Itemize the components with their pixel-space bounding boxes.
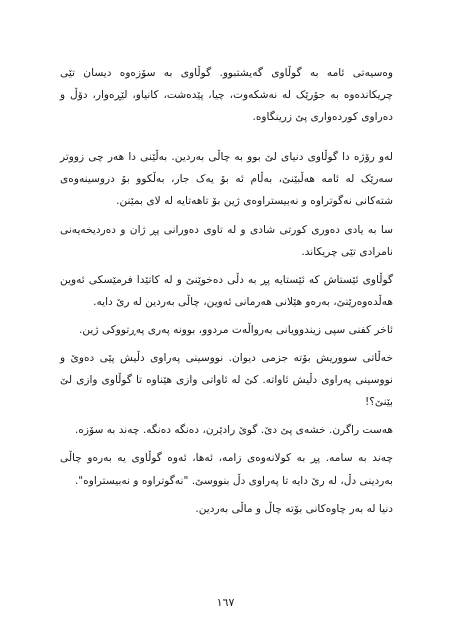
paragraph-4: گوڵاوی ئێستاش کە ئێستایە پڕ بە دڵی دەخوێنێ و لە کاتێدا فرمێسکی ئەوین هەڵدەوەرێنێ، بەرەو هێلانی هەرمانی ئەوین، چاڵی بەردین لە رێ دایە.: [60, 273, 393, 308]
paragraph-8: چەند بە سامە. پڕ بە کولانەوەی زامە، ئەها، ئەوە گوڵاوی یە بەرەو چاڵی بەردینی دڵ، لە رێ دایە تا پەراوی دڵ بنووسێ. "نەگوتراوە و نەبیستراوە".: [60, 452, 393, 487]
paragraph-2: لەو رۆژە دا گوڵاوی دنیای لێ بوو بە چاڵی بەردین. بەڵێنی دا هەر چی زووتر سەرێک لە ئامە هەڵبێنێ، بەڵام ئە بۆ یەک جار، بەڵکوو بۆ دروسینەوەی شتەکانی نەگوتراوە و نەبیستراوەی ژین بۆ تاهەتایە لە لای بمێنن.: [60, 151, 393, 208]
paragraph-7: هەست راگرن. خشەی پێ دێ. گوێ رادێرن، دەنگە دەنگە. چەند بە سۆزە.: [75, 424, 393, 437]
paragraph-3: سا بە یادی دەوری کورتی شادی و لە تاوی دەورانی پڕ ژان و دەردیخەیەنی نامرادی تێی چریکاند.: [60, 223, 393, 258]
paragraph-9: دنیا لە بەر چاوەکانی بۆتە چاڵ و ماڵی بەردین.: [195, 502, 393, 515]
page-number: ١٦٧: [216, 596, 235, 609]
paragraph-6: خەڵاتی سووریش بۆتە جزمی دیوان. نووسینی پەراوی دڵیش پێی دەوێ و نووسینی پەراوی دڵیش ئاواتە. کێ لە ئاواتی وازی هێناوە تا گوڵاوی وازی لێ بێنێ؟!: [60, 352, 393, 409]
body-text: [60, 62, 393, 526]
paragraph-5: ئاخر کفنی سپی زیندوویانی بەرواڵەت مردوو، بوونە پەری پەڕتووکی ژین.: [79, 323, 393, 336]
paragraph-1: وەسیەتی ئامە بە گوڵاوی گەیشتبوو. گوڵاوی بە سۆزەوە دیسان تێی چریکاندەوە بە جۆرێک لە نەشکەوت، چیا، پێدەشت، کانیاو، لێڕەوار، دۆڵ و دەراوی کوردەواری پێ زرینگاوە.: [60, 67, 393, 124]
